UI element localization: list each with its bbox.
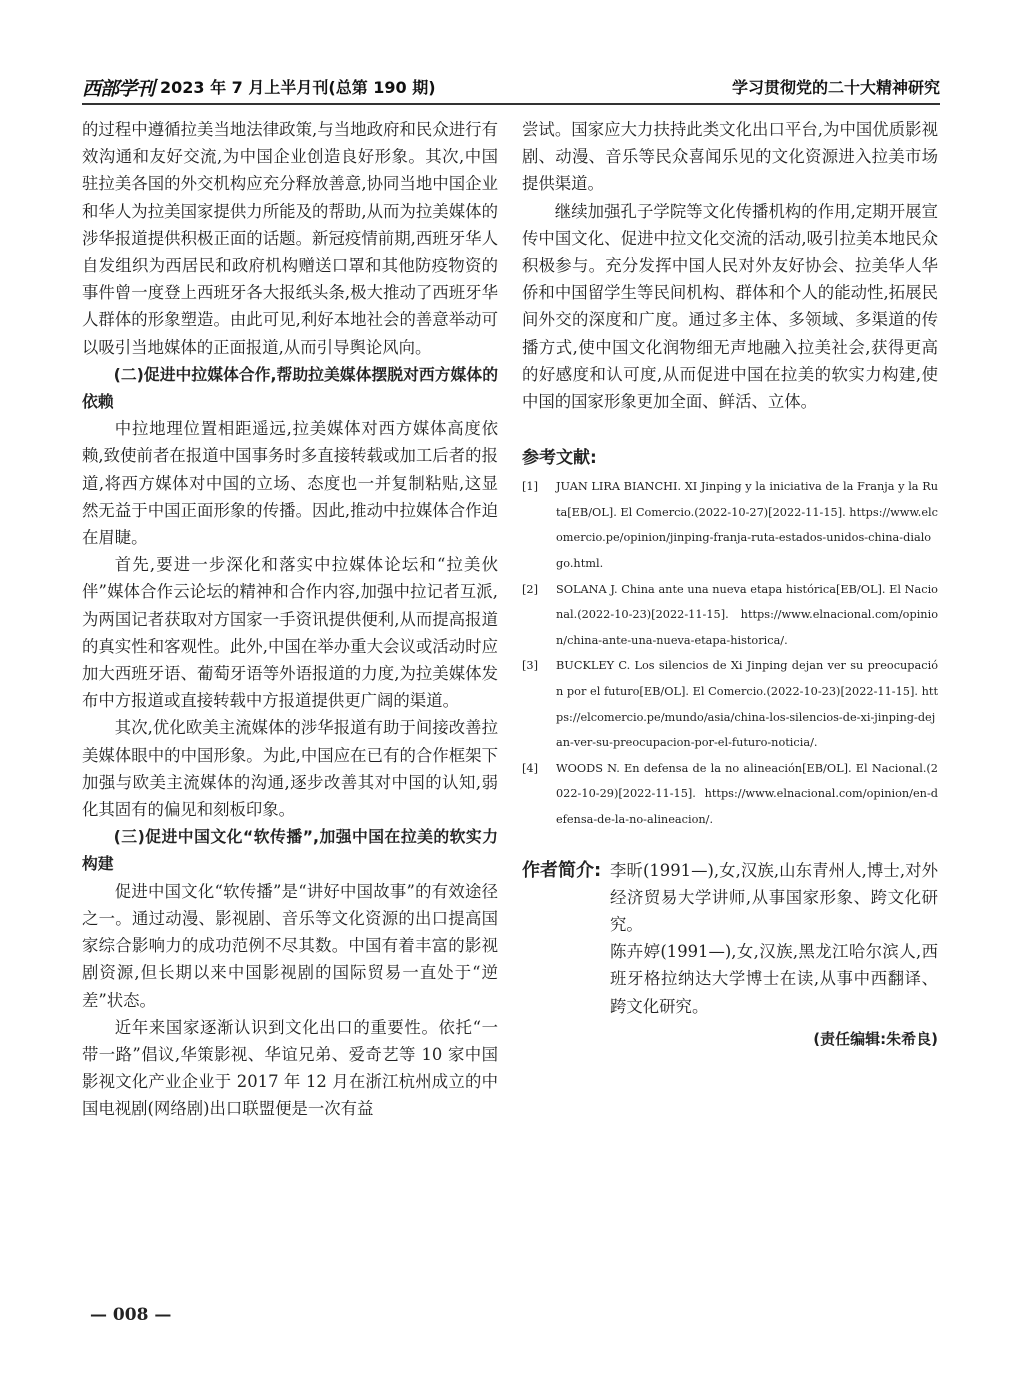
body-paragraph: 促进中国文化“软传播”是“讲好中国故事”的有效途径之一。通过动漫、影视剧、音乐等文化资源的出口提高国家综合影响力的成功范例不尽其数。中国有着丰富的影视剧资源,但长期以来中国影视剧的国际贸易一直处于“逆差”状态。 — [82, 881, 498, 1010]
page-header — [82, 72, 940, 100]
reference-item — [522, 577, 938, 654]
reference-text: SOLANA J. China ante una nueva etapa histórica[EB/OL]. El Nacional.(2022-10-23)[2022-11-15]. https://www.elnacional.com/opinion/china-ante-una-nueva-etapa-historica/. — [556, 582, 938, 647]
responsible-editor: (责任编辑:朱希良) — [813, 1029, 938, 1048]
reference-number: [3] — [522, 659, 539, 673]
author-bio-body — [610, 857, 938, 1020]
body-paragraph: 的过程中遵循拉美当地法律政策,与当地政府和民众进行有效沟通和友好交流,为中国企业创造良好形象。其次,中国驻拉美各国的外交机构应充分释放善意,协同当地中国企业和华人为拉美国家提供力所能及的帮助,从而为拉美媒体的涉华报道提供积极正面的话题。新冠疫情前期,西班牙华人自发组织为西居民和政府机构赠送口罩和其他防疫物资的事件曾一度登上西班牙各大报纸头条,极大推动了西班牙华人群体的形象塑造。由此可见,利好本地社会的善意举动可以吸引当地媒体的正面报道,从而引导舆论风向。 — [82, 120, 498, 357]
header-rule — [82, 103, 940, 105]
reference-number: [2] — [522, 582, 539, 596]
subsection-heading: (二)促进中拉媒体合作,帮助拉美媒体摆脱对西方媒体的依赖 — [82, 364, 498, 412]
reference-item — [522, 474, 938, 576]
reference-text: WOODS N. En defensa de la no alineación[EB/OL]. El Nacional.(2022-10-29)[2022-11-15]. https://www.elnacional.com/opinion/en-defensa-de-la-no-alineacion/. — [556, 761, 938, 826]
body-paragraph: 尝试。国家应大力扶持此类文化出口平台,为中国优质影视剧、动漫、音乐等民众喜闻乐见的文化资源进入拉美市场提供渠道。 — [522, 120, 938, 194]
right-column — [522, 116, 938, 1049]
reference-item — [522, 756, 938, 833]
author-bio-label: 作者简介: — [522, 859, 602, 881]
body-paragraph: 继续加强孔子学院等文化传播机构的作用,定期开展宣传中国文化、促进中拉文化交流的活动,吸引拉美本地民众积极参与。充分发挥中国人民对外友好协会、拉美华人华侨和中国留学生等民间机构、群体和个人的能动性,拓展民间外交的深度和广度。通过多主体、多领域、多渠道的传播方式,使中国文化润物细无声地融入拉美社会,获得更高的好感度和认可度,从而促进中国在拉美的软实力构建,使中国的国家形象更加全面、鲜活、立体。 — [522, 201, 938, 412]
reference-item — [522, 653, 938, 755]
left-column — [82, 116, 498, 1123]
reference-text: JUAN LIRA BIANCHI. XI Jinping y la iniciativa de la Franja y la Ruta[EB/OL]. El Comercio.(2022-10-27)[2022-11-15]. https://www.elcomercio.pe/opinion/jinping-franja-ruta-estados-unidos-china-dialogo.html. — [556, 480, 938, 571]
section-title: 学习贯彻党的二十大精神研究 — [731, 78, 940, 97]
issue-info: 2023 年 7 月上半月刊(总第 190 期) — [160, 78, 436, 97]
author-entry: 陈卉婷(1991—),女,汉族,黑龙江哈尔滨人,西班牙格拉纳达大学博士在读,从事中西翻译、跨文化研究。 — [610, 942, 938, 1016]
reference-number: [4] — [522, 761, 539, 775]
references-heading: 参考文献: — [522, 448, 597, 469]
body-paragraph: 近年来国家逐渐认识到文化出口的重要性。依托“一带一路”倡议,华策影视、华谊兄弟、爱奇艺等 10 家中国影视文化产业企业于 2017 年 12 月在浙江杭州成立的中国电视剧(网络剧)出口联盟便是一次有益 — [82, 1017, 498, 1119]
reference-text: BUCKLEY C. Los silencios de Xi Jinping dejan ver su preocupación por el futuro[EB/OL]. El Comercio.(2022-10-23)[2022-11-15]. https://elcomercio.pe/mundo/asia/china-los-silencios-de-xi-jinping-dejan-ver-su-preocupacion-por-el-futuro-noticia/. — [556, 659, 938, 750]
author-entry: 李昕(1991—),女,汉族,山东青州人,博士,对外经济贸易大学讲师,从事国家形象、跨文化研究。 — [610, 860, 938, 934]
references-list — [522, 474, 938, 832]
subsection-heading: (三)促进中国文化“软传播”,加强中国在拉美的软实力构建 — [82, 827, 498, 874]
reference-number: [1] — [522, 480, 539, 494]
author-bio — [522, 857, 938, 1020]
body-paragraph: 首先,要进一步深化和落实中拉媒体论坛和“拉美伙伴”媒体合作云论坛的精神和合作内容,加强中拉记者互派,为两国记者获取对方国家一手资讯提供便利,从而提高报道的真实性和客观性。此外,中国在举办重大会议或活动时应加大西班牙语、葡萄牙语等外语报道的力度,为拉美媒体发布中方报道或直接转载中方报道提供更广阔的渠道。 — [82, 555, 498, 711]
body-paragraph: 中拉地理位置相距遥远,拉美媒体对西方媒体高度依赖,致使前者在报道中国事务时多直接转载或加工后者的报道,将西方媒体对中国的立场、态度也一并复制粘贴,这显然无益于中国正面形象的传播。因此,推动中拉媒体合作迫在眉睫。 — [82, 419, 498, 548]
journal-logo: 西部学刊 — [82, 78, 155, 100]
body-paragraph: 其次,优化欧美主流媒体的涉华报道有助于间接改善拉美媒体眼中的中国形象。为此,中国应在已有的合作框架下加强与欧美主流媒体的沟通,逐步改善其对中国的认知,弱化其固有的偏见和刻板印象。 — [82, 718, 498, 820]
page-number: — 008 — — [90, 1305, 172, 1325]
